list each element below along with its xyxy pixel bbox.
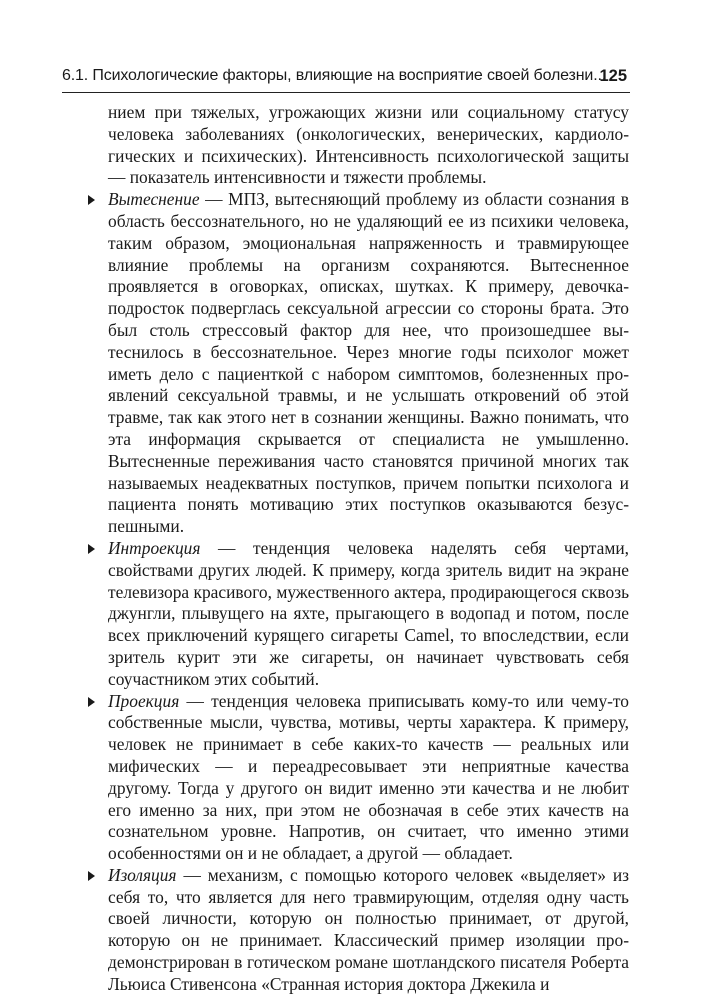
bullet-triangle-icon bbox=[88, 544, 95, 554]
running-header bbox=[62, 62, 630, 93]
term-italic: Вытеснение bbox=[108, 189, 200, 210]
term-definition: — тенденция человека приписывать кому-то или чему-то собственные мысли, чувства, мотивы, черты характера. К примеру, человек не принимает в себе каких-то качеств — реальных или мифических — и переадресовывает эти неприятные качества другому. Тогда у другого он видит именно эти качества и не любит его именно за них, при этом не обозначая в себе этих качеств на сознательном уровне. Напротив, он считает, что именно этими особенностями он и не обладает, а другой — обладает. bbox=[108, 690, 629, 864]
page-number: 125 bbox=[599, 67, 627, 85]
term-italic: Интроекция bbox=[108, 537, 201, 558]
list-item bbox=[88, 189, 629, 538]
bullet-triangle-icon bbox=[88, 697, 95, 707]
intro-paragraph: нием при тяжелых, угрожающих жизни или социальному статусу человека заболеваниях (онкологических, венерических, кардиологических и психических). Интенсивность психологической защиты — показатель интенсивности и тяжести проблемы. bbox=[108, 102, 629, 188]
term-italic: Проекция bbox=[108, 690, 180, 711]
term-italic: Изоляция bbox=[108, 864, 177, 885]
bullet-triangle-icon bbox=[88, 195, 95, 205]
page-body bbox=[88, 102, 629, 996]
term-definition: — тенденция человека наделять себя чертами, свойствами других людей. К примеру, когда зритель видит на экране телевизора красивого, мужественного актера, продирающегося сквозь джунгли, плывущего на яхте, прыгающего в водопад и потом, после всех приключений курящего сигареты Camel, то впоследствии, если зритель курит эти же сигареты, он начинает чувствовать себя соучастником этих событий. bbox=[108, 537, 629, 689]
bullet-triangle-icon bbox=[88, 871, 95, 881]
list-item bbox=[88, 538, 629, 691]
list-item bbox=[88, 691, 629, 865]
list-item bbox=[88, 865, 629, 996]
term-definition: — МПЗ, вытесняющий проблему из области сознания в область бессознательного, но не удаляющий ее из психики человека, таким образом, эмоциональная напряженность и травмирующее влияние проблемы на организм сохраняются. Вытесненное проявляется в оговорках, описках, шутках. К примеру, девочка-подросток подверглась сексуальной агрессии со стороны брата. Это был столь стрессовый фактор для нее, что произошедшее вытеснилось в бессознательное. Через многие годы психолог может иметь дело с пациенткой с набором симптомов, болезненных проявлений сексуальной травмы, и не услышать откровений об этой травме, так как этого нет в сознании женщины. Важно понимать, что эта информация скрывается от специалиста не умышленно. Вытесненные переживания часто становятся причиной многих так называемых неадекватных поступков, причем попытки психолога и пациента понять мотивацию этих поступков оказываются безуспешными. bbox=[108, 189, 629, 537]
term-definition: — механизм, с помощью которого человек «выделяет» из себя то, что является для него травмирующим, отделяя одну часть своей личности, которую он полностью принимает, от другой, которую он не принимает. Классический пример изоляции продемонстрирован в готическом романе шотландского писателя Роберта Льюиса Стивенсона «Странная история доктора Джекила и bbox=[108, 864, 629, 994]
chapter-title: 6.1. Психологические факторы, влияющие на восприятие своей болезни... bbox=[62, 67, 607, 84]
